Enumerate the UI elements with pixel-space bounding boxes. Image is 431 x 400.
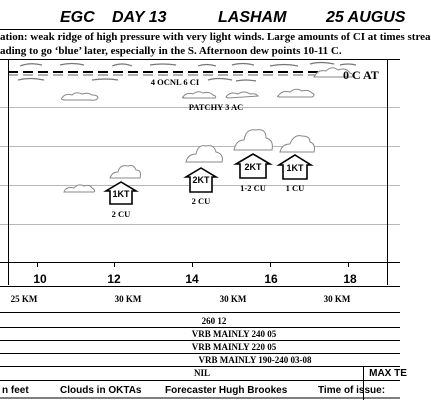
org-label: EGC [60, 9, 95, 26]
cloud-units-label: Clouds in OKTAs [60, 385, 142, 396]
freezing-level-label: 0 C AT [343, 68, 379, 82]
issue-time-label: Time of issue: [318, 385, 386, 396]
wind-row: 260 12 [201, 316, 227, 326]
visibility-label: 30 KM [114, 294, 142, 304]
altocumulus-cloud-icon [62, 93, 99, 101]
cumulus-cloud-icon [234, 130, 272, 150]
visibility-label: 25 KM [10, 294, 38, 304]
wind-speed-label: 1KT [112, 189, 130, 199]
wind-badge [185, 167, 217, 193]
synopsis-line-1: ation: weak ridge of high pressure with very light winds. Large amounts of CI at times strea [0, 31, 431, 43]
cumulus-cloud-icon [110, 166, 141, 179]
wind-speed-label: 2KT [192, 175, 210, 185]
wind-row: NIL [193, 368, 211, 378]
date-label: 25 AUGUS [326, 9, 406, 26]
day-label: DAY 13 [112, 9, 167, 26]
cloud-cover-label: 1-2 CU [240, 183, 266, 193]
altocumulus-cloud-icon [226, 92, 258, 98]
wind-badge [235, 153, 271, 179]
visibility-label: 30 KM [323, 294, 351, 304]
altocumulus-layer-label: PATCHY 3 AC [188, 102, 244, 112]
cloud-cover-label: 2 CU [191, 196, 211, 206]
wind-row: VRB MAINLY 190-240 03-08 [198, 355, 312, 365]
wind-badge [105, 181, 137, 205]
site-label: LASHAM [218, 9, 287, 26]
wind-row: VRB MAINLY 240 05 [191, 329, 277, 339]
forecaster-label: Forecaster Hugh Brookes [165, 385, 288, 396]
altocumulus-cloud-icon [182, 92, 215, 98]
synopsis-line-2: ading to go ‘blue’ later, especially in the S. Afternoon dew points 10-11 C. [0, 45, 342, 57]
time-label: 18 [343, 272, 357, 286]
time-label: 16 [264, 272, 278, 286]
wind-speed-label: 1KT [286, 163, 304, 173]
units-label: n feet [2, 385, 29, 396]
cumulus-cloud-icon [64, 185, 95, 192]
time-label: 14 [185, 272, 199, 286]
visibility-label: 30 KM [219, 294, 247, 304]
time-label: 10 [33, 272, 47, 286]
wind-row: VRB MAINLY 220 05 [191, 342, 277, 352]
max-temp-label: MAX TE [369, 368, 407, 379]
altocumulus-cloud-icon [278, 89, 315, 97]
wind-badge [278, 154, 312, 180]
cumulus-cloud-icon [280, 136, 315, 152]
cumulus-cloud-icon [186, 146, 222, 162]
time-label: 12 [107, 272, 121, 286]
cloud-cover-label: 2 CU [111, 209, 131, 219]
cirrus-layer-label: 4 OCNL 6 CI [150, 77, 200, 87]
cloud-cover-label: 1 CU [285, 183, 305, 193]
wind-speed-label: 2KT [244, 162, 262, 172]
